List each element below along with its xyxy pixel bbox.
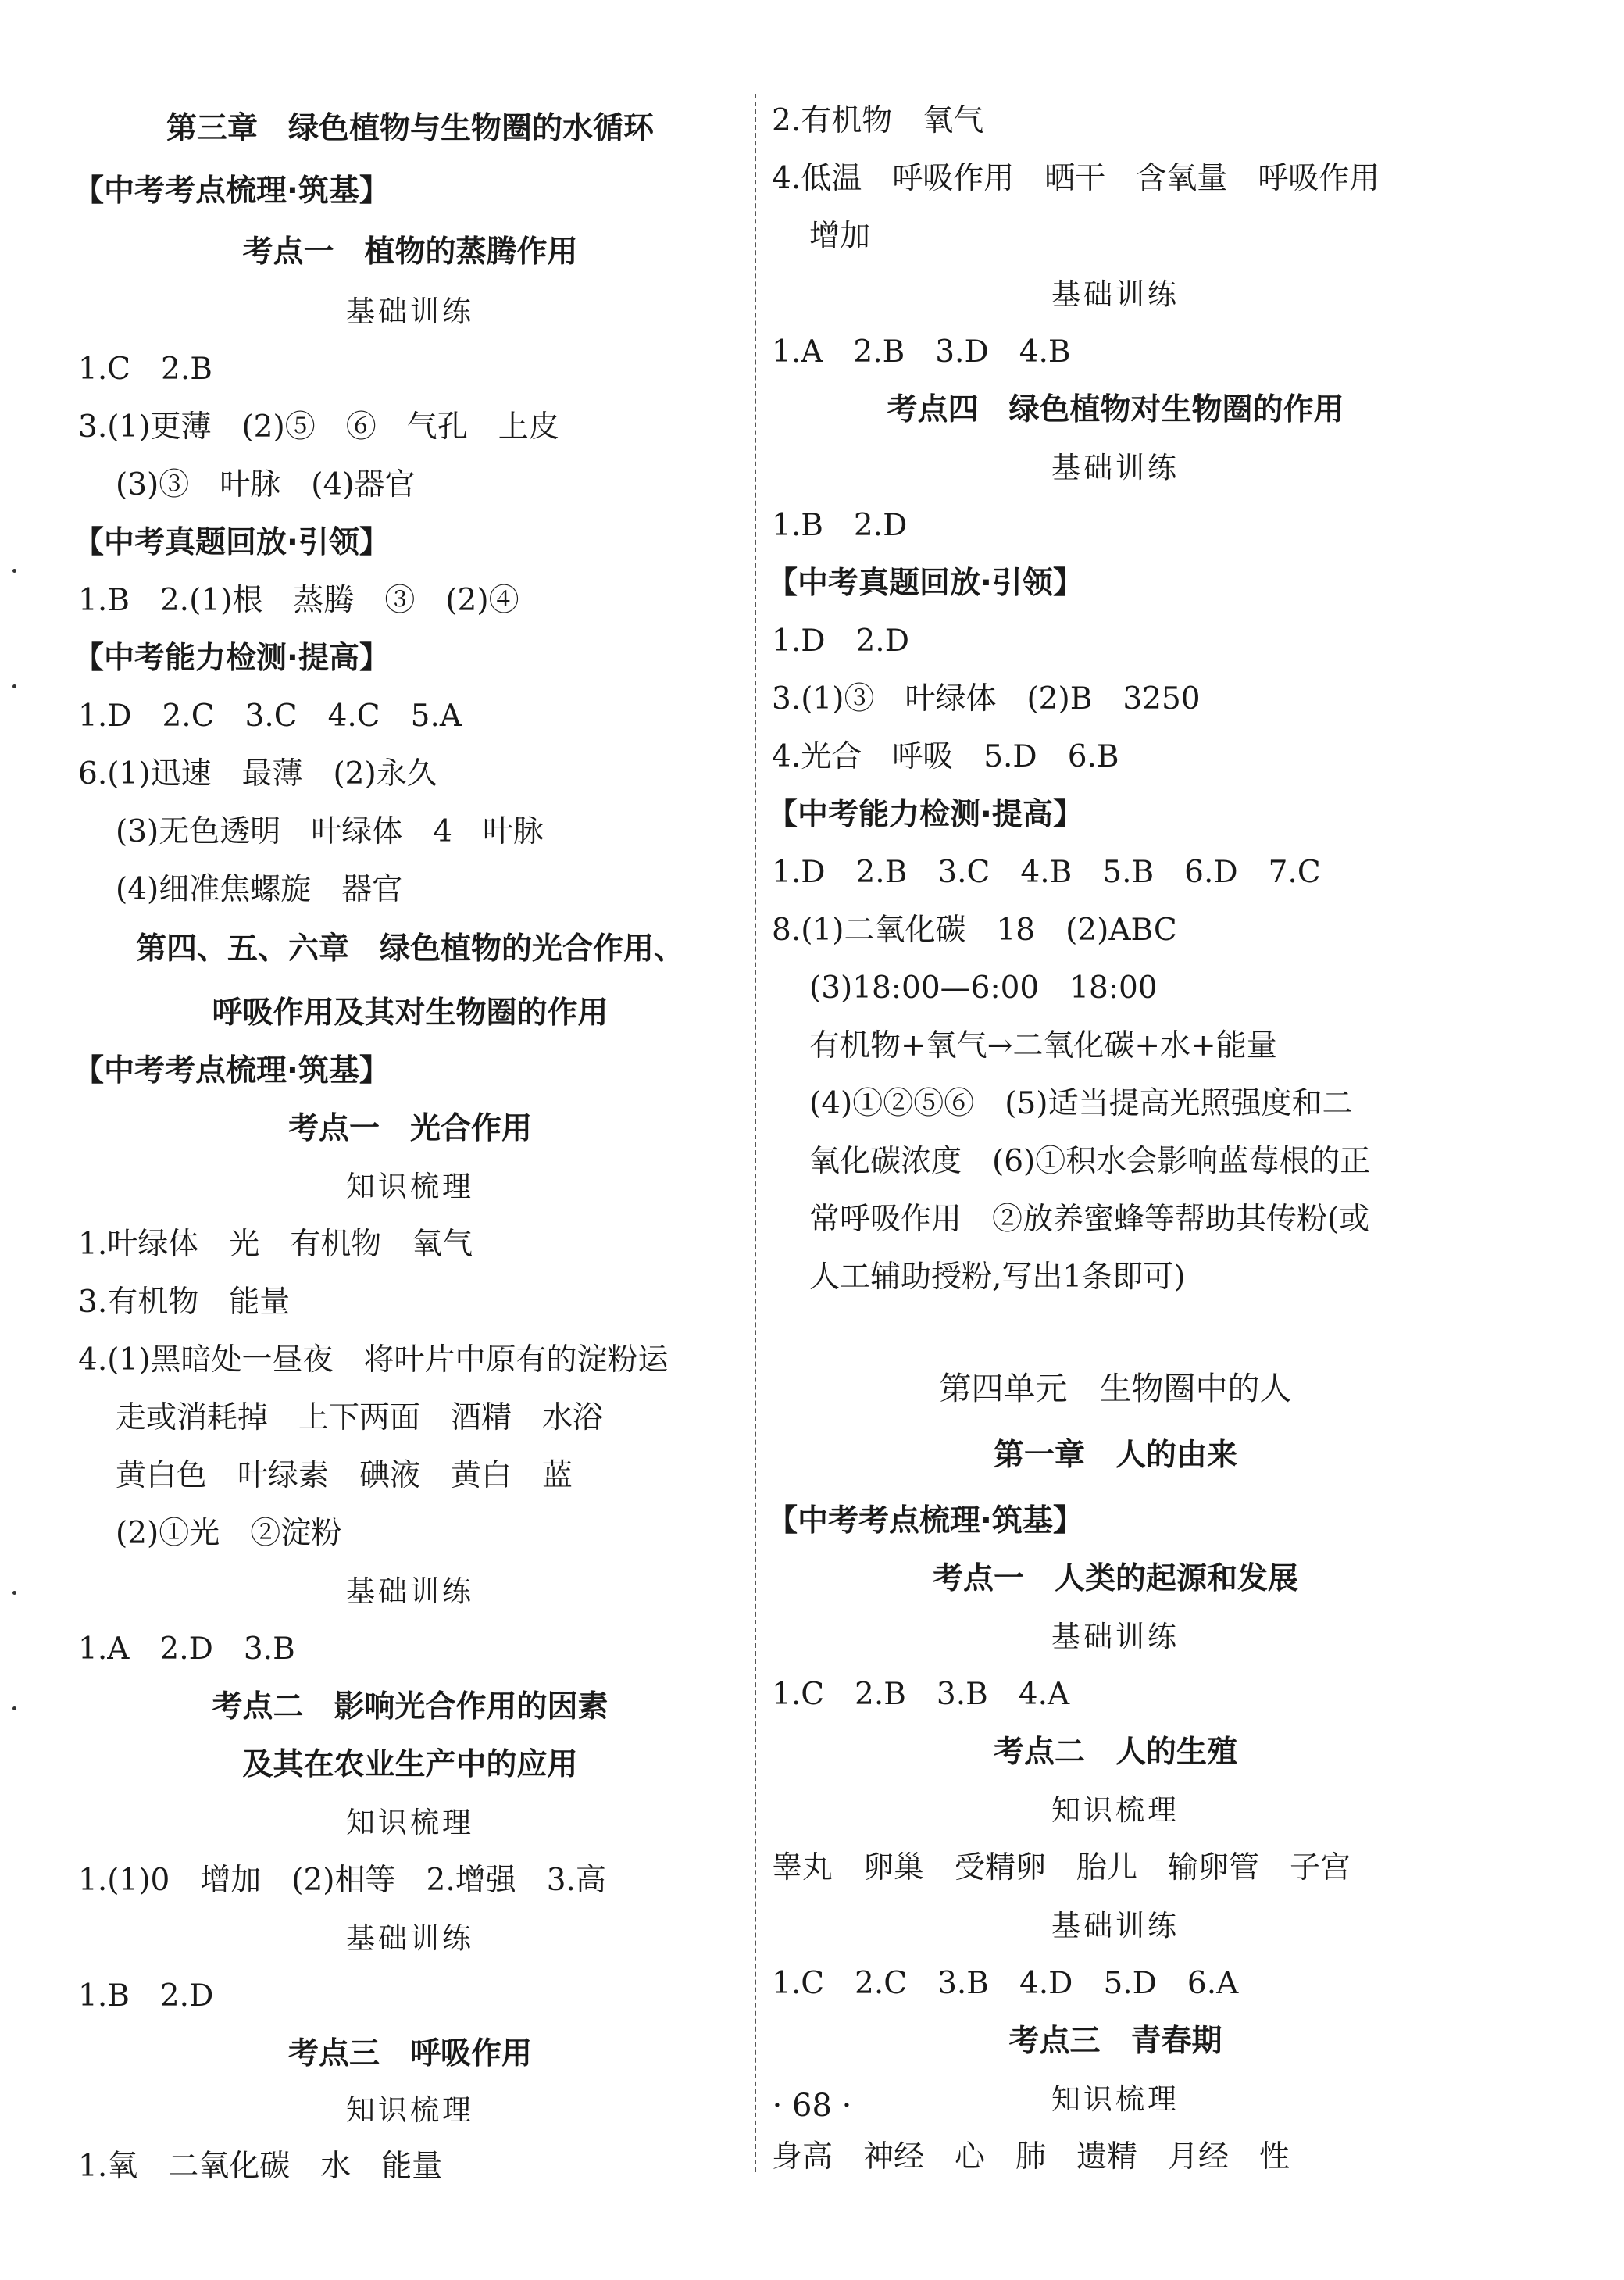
topic-heading: 考点二 影响光合作用的因素 bbox=[212, 1689, 609, 1724]
subsection-label: 知识梳理 bbox=[1051, 2082, 1180, 2116]
answer-line: 1.B 2.D bbox=[772, 508, 908, 543]
section-heading: 【中考真题回放·引领】 bbox=[73, 525, 390, 560]
subsection-label: 基础训练 bbox=[346, 295, 474, 328]
answer-line: 3.(1)③ 叶绿体 (2)B 3250 bbox=[772, 681, 1201, 717]
answer-line: 2.有机物 氧气 bbox=[772, 103, 984, 138]
scan-speck bbox=[12, 684, 16, 688]
answer-line: 睾丸 卵巢 受精卵 胎儿 输卵管 子宫 bbox=[772, 1850, 1351, 1885]
topic-heading: 考点一 光合作用 bbox=[287, 1111, 532, 1146]
subsection-label: 知识梳理 bbox=[1051, 1793, 1180, 1827]
subsection-label: 基础训练 bbox=[1051, 451, 1180, 484]
answer-line: 1.D 2.C 3.C 4.C 5.A bbox=[78, 699, 462, 734]
answer-line: 有机物+氧气→二氧化碳+水+能量 bbox=[809, 1028, 1277, 1063]
topic-heading: 考点一 人类的起源和发展 bbox=[932, 1561, 1298, 1596]
section-heading: 【中考考点梳理·筑基】 bbox=[767, 1503, 1083, 1538]
chapter-heading: 第三章 绿色植物与生物圈的水循环 bbox=[166, 111, 654, 146]
answer-line: (4)①②⑤⑥ (5)适当提高光照强度和二 bbox=[809, 1086, 1353, 1121]
answer-line: 1.(1)0 增加 (2)相等 2.增强 3.高 bbox=[78, 1863, 606, 1898]
answer-line: 4.低温 呼吸作用 晒干 含氧量 呼吸作用 bbox=[772, 161, 1380, 196]
chapter-heading: 呼吸作用及其对生物圈的作用 bbox=[212, 995, 609, 1031]
answer-line: 1.氧 二氧化碳 水 能量 bbox=[78, 2149, 443, 2184]
section-heading: 【中考能力检测·提高】 bbox=[767, 797, 1083, 832]
answer-line: (2)①光 ②淀粉 bbox=[116, 1516, 342, 1551]
section-heading: 【中考考点梳理·筑基】 bbox=[73, 173, 390, 209]
scan-speck bbox=[12, 569, 16, 573]
answer-line: 8.(1)二氧化碳 18 (2)ABC bbox=[772, 913, 1177, 948]
section-heading: 【中考能力检测·提高】 bbox=[73, 641, 390, 676]
subsection-label: 基础训练 bbox=[346, 1574, 474, 1608]
answer-line: (3)无色透明 叶绿体 4 叶脉 bbox=[116, 814, 544, 849]
answer-line: 3.有机物 能量 bbox=[78, 1285, 291, 1320]
answer-line: 1.B 2.(1)根 蒸腾 ③ (2)④ bbox=[78, 583, 519, 618]
answer-line: 3.(1)更薄 (2)⑤ ⑥ 气孔 上皮 bbox=[78, 409, 559, 445]
section-heading: 【中考真题回放·引领】 bbox=[767, 566, 1083, 601]
subsection-label: 基础训练 bbox=[1051, 1909, 1180, 1942]
answer-line: 身高 神经 心 肺 遗精 月经 性 bbox=[772, 2139, 1290, 2175]
subsection-label: 基础训练 bbox=[346, 1921, 474, 1955]
subsection-label: 知识梳理 bbox=[346, 2093, 474, 2127]
page-number: · 68 · bbox=[772, 2088, 852, 2124]
answer-line: 1.叶绿体 光 有机物 氧气 bbox=[78, 1227, 473, 1262]
topic-heading: 考点三 青春期 bbox=[1008, 2024, 1222, 2059]
unit-heading: 第四单元 生物圈中的人 bbox=[939, 1370, 1292, 1407]
subsection-label: 知识梳理 bbox=[346, 1170, 474, 1203]
answer-line: 增加 bbox=[809, 219, 871, 254]
answer-line: 1.A 2.B 3.D 4.B bbox=[772, 334, 1071, 370]
answer-line: 1.B 2.D bbox=[78, 1978, 214, 2014]
column-divider bbox=[755, 94, 756, 2172]
answer-line: 常呼吸作用 ②放养蜜蜂等帮助其传粉(或 bbox=[809, 1202, 1370, 1237]
answer-line: (3)③ 叶脉 (4)器官 bbox=[116, 467, 416, 502]
answer-line: 1.D 2.D bbox=[772, 624, 909, 659]
answer-line: 1.A 2.D 3.B bbox=[78, 1631, 295, 1667]
answer-line: (3)18:00—6:00 18:00 bbox=[809, 970, 1158, 1006]
answer-line: 4.(1)黑暗处一昼夜 将叶片中原有的淀粉运 bbox=[78, 1342, 669, 1378]
topic-heading: 及其在农业生产中的应用 bbox=[242, 1747, 578, 1782]
answer-line: 6.(1)迅速 最薄 (2)永久 bbox=[78, 756, 437, 792]
subsection-label: 基础训练 bbox=[1051, 1620, 1180, 1653]
chapter-heading: 第四、五、六章 绿色植物的光合作用、 bbox=[135, 931, 684, 967]
scan-speck bbox=[12, 1591, 16, 1595]
answer-line: 4.光合 呼吸 5.D 6.B bbox=[772, 739, 1119, 774]
answer-line: 1.C 2.C 3.B 4.D 5.D 6.A bbox=[772, 1966, 1239, 2001]
answer-line: 氧化碳浓度 (6)①积水会影响蓝莓根的正 bbox=[809, 1144, 1371, 1179]
chapter-heading: 第一章 人的由来 bbox=[993, 1438, 1237, 1473]
topic-heading: 考点四 绿色植物对生物圈的作用 bbox=[887, 392, 1344, 427]
answer-line: 1.C 2.B bbox=[78, 352, 212, 387]
answer-line: (4)细准焦螺旋 器官 bbox=[116, 872, 403, 907]
topic-heading: 考点一 植物的蒸腾作用 bbox=[242, 234, 578, 270]
answer-line: 1.D 2.B 3.C 4.B 5.B 6.D 7.C bbox=[772, 855, 1321, 890]
topic-heading: 考点二 人的生殖 bbox=[993, 1735, 1237, 1770]
subsection-label: 知识梳理 bbox=[346, 1806, 474, 1839]
scan-speck bbox=[12, 1706, 16, 1710]
answer-line: 走或消耗掉 上下两面 酒精 水浴 bbox=[116, 1400, 604, 1435]
answer-line: 1.C 2.B 3.B 4.A bbox=[772, 1677, 1070, 1712]
section-heading: 【中考考点梳理·筑基】 bbox=[73, 1053, 390, 1088]
answer-line: 黄白色 叶绿素 碘液 黄白 蓝 bbox=[116, 1458, 573, 1493]
answer-line: 人工辅助授粉,写出1条即可) bbox=[809, 1260, 1186, 1295]
subsection-label: 基础训练 bbox=[1051, 277, 1180, 311]
topic-heading: 考点三 呼吸作用 bbox=[287, 2036, 532, 2071]
